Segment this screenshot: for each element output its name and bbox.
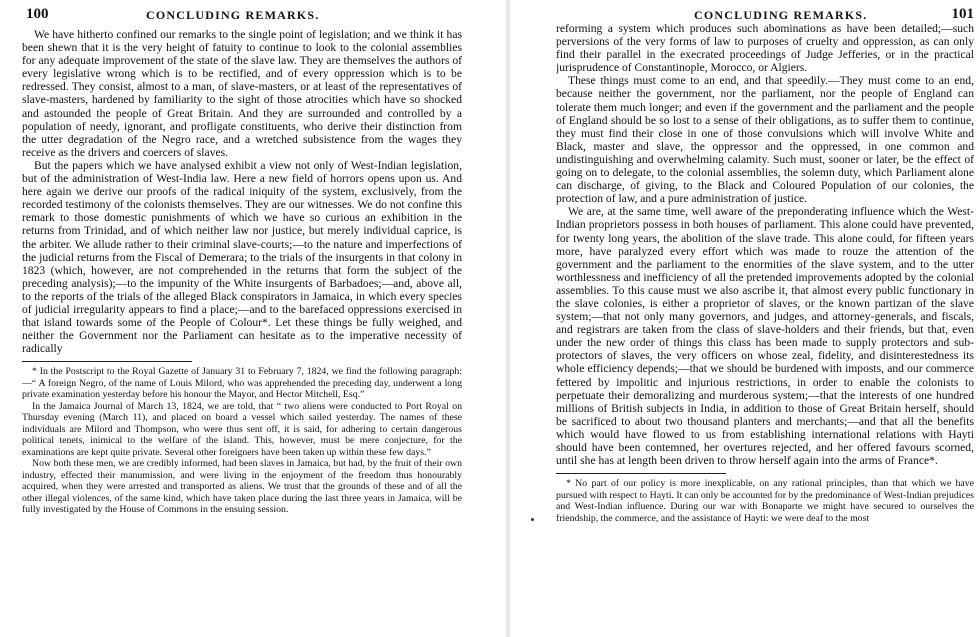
right-page-header [556, 6, 974, 28]
footnote: Now both these men, we are credibly informed, had been slaves in Jamaica, but had, by the fruit of their own industry, effected their manumission, and were living in the enjoyment of the freedom thus honourably acquired, when they were arrested and transported as aliens. We trust that the grounds of these and of all the other illegal violences, of the same kind, which have taken place during the last three years in Jamaica, will be fully investigated by the House of Commons in the ensuing session. [22, 458, 462, 516]
footnote-rule [22, 361, 192, 362]
footnote: * In the Postscript to the Royal Gazette of January 31 to February 7, 1824, we find the following paragraph:—“ A foreign Negro, of the name of Louis Milord, who was apprehended the preceding day, underwent a long private examination yesterday before his honour the Mayor, and Hector Mitchell, Esq.” [22, 366, 462, 401]
page-number: 100 [26, 6, 49, 22]
ink-speck [531, 518, 534, 521]
running-title: CONCLUDING REMARKS. [146, 8, 320, 22]
page-number: 101 [951, 6, 974, 22]
right-page [556, 0, 974, 637]
paragraph: But the papers which we have analysed exhibit a view not only of West-Indian legislation, but of the administration of West-India law. Here a new field of horrors opens upon us. And here again we derive our proofs of the radical iniquity of the system, exclusively, from the recorded testimony of the colonists themselves. They are our witnesses. We do not confine this remark to those domestic punishments of which we have so curious an exhibition in the returns from Trinidad, and of which neither law nor justice, but merely individual caprice, is the arbiter. We allude rather to their criminal slave-courts;—to the nature and imperfections of the judicial returns from the Fiscal of Demerara; to the trials of the insurgents in that colony in 1823 (which, however, are not comprehended in the returns that form the subject of the preceding analysis);—to the impunity of the White insurgents of Barbadoes;—and, above all, to the reports of the trials of the alleged Black conspirators in Jamaica, in which every species of judicial irregularity appears to find a place;—and to the barefaced oppressions exercised in that island towards some of the People of Colour*. Let these things be fully weighed, and neither the Government nor the Parliament can hesitate as to the imperative necessity of radically [22, 158, 462, 356]
paragraph: We are, at the same time, well aware of the preponderating influence which the West-Indian proprietors possess in both houses of parliament. This alone could have prevented, for twenty long years, the abolition of the slave trade. This alone could, for fifteen years more, have paralyzed every effort which was made to rouze the attention of the government and the parliament to the enormities of the slave system, and to the utter worthlessness and inefficiency of all the pretended improvements adopted by the colonial assemblies. To this cause must we also ascribe it, that almost every public functionary in the slave colonies, is either a proprietor of slaves, or the known partizan of the slave system;—that not only many governors, and judges, and attorney-generals, and fiscals, and registrars are taken from the class of slave-holders and their friends, but that, even under the new order of things this class has been made to supply protectors and sub-protectors of slaves, the very officers on whose zeal, fidelity, and disinterestedness its whole efficiency depends;—that we should be burdened with imposts, and our commerce fettered by impolitic and injurious restrictions, in order to enable the colonists to perpetuate their demoralizing and murderous system;—that the interests of one hundred millions of British subjects in India, in addition to those of Great Britain herself, should be sacrificed to about two thousand planters and merchants;—and that all the benefits which would have flowed to us from establishing international relations with Hayti should have been contemned, her overtures rejected, and her offered favours scorned, until she has at length been driven to throw herself again into the arms of France*. [556, 205, 974, 468]
left-page [22, 0, 462, 637]
book-gutter [505, 0, 511, 637]
paragraph: These things must come to an end, and that speedily.—They must come to an end, because neither the government, nor the parliament, nor the people of England can tolerate them much longer; and even if the government and the parliament and the people of England should be so lost to a sense of their obligations, as to suffer them to continue, they must find their close in one of those convulsions which will involve White and Black, master and slave, the oppressor and the oppressed, in one common and undistinguishing and overwhelming calamity. Such must, sooner or later, be the effect of going on to delegate, to the colonial assemblies, the solemn duty, which Parliament alone can discharge, of giving, to the Black and Coloured Population of our colonies, the protection of law, and a pure administration of justice. [556, 74, 974, 206]
left-footnotes [22, 366, 462, 516]
left-page-body [22, 28, 462, 355]
footnote-rule [556, 473, 726, 474]
left-page-header [22, 6, 462, 28]
footnote: In the Jamaica Journal of March 13, 1824, we are told, that “ two aliens were conducted to Port Royal on Thursday evening (March 11), and placed on board a vessel which sailed yesterday. The names of these individuals are Milord and Thompson, who were thus sent off, it is said, for adhering to certain dangerous political tenets, inimical to the welfare of the island. This, however, must be mere conjecture, for the examinations are kept quite private. Several other foreigners have been taken up within these few days.” [22, 400, 462, 458]
paragraph: reforming a system which produces such abominations as have been detailed;—such perversions of the very forms of law to purposes of cruelty and oppression, as can only find their parallel in the execrated proceedings of Judge Jefferies, or in the practical jurisprudence of Constantinople, Morocco, or Algiers. [556, 22, 974, 75]
footnote: * No part of our policy is more inexplicable, on any rational principles, than that which we have pursued with respect to Hayti. It can only be accounted for by the predominance of West-Indian prejudices and West-Indian influence. During our war with Bonaparte we might have secured to ourselves the friendship, the commerce, and the assistance of Hayti: we were deaf to the most [556, 478, 974, 524]
paragraph: We have hitherto confined our remarks to the single point of legislation; and we think it has been shewn that it is the very height of fatuity to continue to look to the colonial assemblies for any adequate improvement of the state of the slave law. They are themselves the authors of every legislative wrong which is to be rectified, and of every oppression which is to be redressed. They consist, almost to a man, of slave-masters, or at least of the representatives of slave-masters, hardened by familiarity to the sight of those atrocities which have so shocked and astounded the people of Great Britain. And they are surrounded and controlled by a population of needy, ignorant, and profligate constituents, who derive their distinction from the utter degradation of the Negro race, and a wretched subsistence from the wages they receive as the drivers and coercers of slaves. [22, 28, 462, 159]
running-title: CONCLUDING REMARKS. [694, 8, 868, 22]
right-footnotes [556, 478, 974, 524]
right-page-body [556, 22, 974, 467]
